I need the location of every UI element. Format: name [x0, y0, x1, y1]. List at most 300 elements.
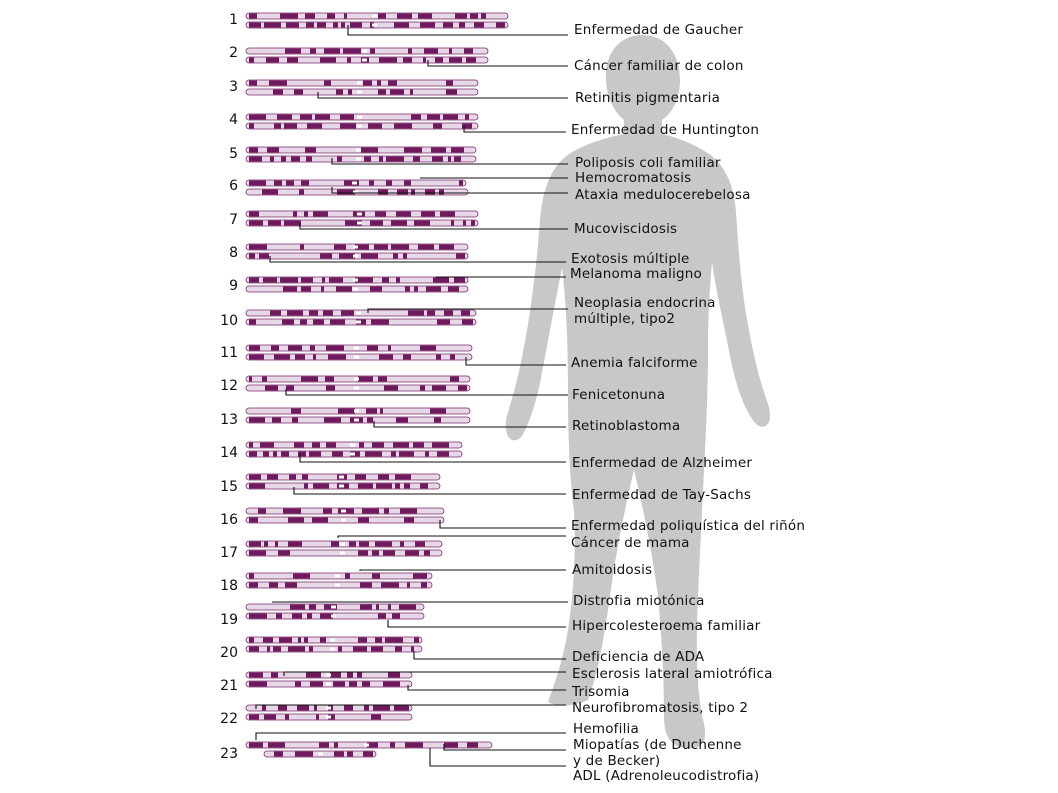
- chromosome-band: [273, 452, 277, 457]
- chromosome-band: [277, 115, 292, 120]
- chromosome-band: [310, 682, 323, 687]
- chromosome-band: [360, 583, 372, 588]
- chromosome-band: [338, 647, 342, 652]
- chromosome-band: [309, 311, 318, 316]
- chromosome-number-4: 4: [229, 112, 238, 128]
- disease-label: Neoplasia endocrina: [574, 295, 716, 311]
- chromosome-band: [249, 583, 258, 588]
- centromere: [357, 91, 362, 94]
- centromere: [354, 378, 359, 381]
- chromosome-band: [458, 386, 467, 391]
- chromosome-band: [249, 221, 263, 226]
- chromosome-band: [249, 212, 259, 217]
- chromosome-band: [309, 452, 321, 457]
- chromosome-band: [290, 605, 305, 610]
- chromosome-band: [259, 254, 269, 259]
- chromosome-band: [418, 14, 432, 19]
- chromosome-band: [388, 346, 391, 351]
- chromosome-band: [371, 715, 381, 720]
- centromere: [339, 485, 344, 488]
- chromosome-band: [451, 148, 464, 153]
- centromere: [354, 419, 359, 422]
- chromosome-band: [365, 452, 382, 457]
- disease-label: Neurofibromatosis, tipo 2: [572, 700, 749, 716]
- chromosome-band: [400, 542, 404, 547]
- chromosome-band: [370, 221, 383, 226]
- disease-label: Enfermedad de Huntington: [571, 122, 760, 138]
- chromosome-band: [249, 346, 260, 351]
- chromosome-band: [407, 583, 410, 588]
- chromosome-band: [249, 647, 259, 652]
- chromosome-band: [285, 715, 289, 720]
- chromosome-band: [295, 752, 313, 757]
- chromosome-band: [320, 638, 326, 643]
- chromosome-band: [372, 551, 379, 556]
- chromosome-band: [341, 311, 354, 316]
- chromosome-band: [347, 673, 353, 678]
- chromosome-band: [358, 484, 373, 489]
- centromere: [326, 674, 331, 677]
- chromosome-band: [270, 311, 281, 316]
- chromosome-band: [358, 518, 369, 523]
- chromosome-band: [375, 638, 382, 643]
- disease-label: Hipercolesteroema familiar: [572, 618, 761, 634]
- chromosome-band: [324, 49, 340, 54]
- chromosome-band: [333, 682, 345, 687]
- chromosome-band: [270, 157, 274, 162]
- leader-line: [464, 126, 566, 132]
- chromosome-band: [283, 509, 301, 514]
- chromosome-number-18: 18: [220, 578, 238, 594]
- chromosome-band: [448, 157, 451, 162]
- disease-label: Enfermedad de Alzheimer: [572, 455, 753, 471]
- chromosome-band: [400, 509, 417, 514]
- chromosome-band: [306, 157, 312, 162]
- chromosome-band: [288, 542, 302, 547]
- chromosome-band: [378, 14, 386, 19]
- chromosome-band: [391, 221, 407, 226]
- chromosome-band: [264, 542, 268, 547]
- chromosome-band: [397, 14, 412, 19]
- chromosome-band: [434, 418, 441, 423]
- chromosome-band: [481, 14, 486, 19]
- centromere: [357, 116, 362, 119]
- chromosome-band: [420, 23, 435, 28]
- chromosome-band: [450, 377, 459, 382]
- chromosome-band: [307, 124, 322, 129]
- chromosome-band: [446, 90, 457, 95]
- chromosome-band: [378, 190, 388, 195]
- chromosome-band: [249, 551, 266, 556]
- chromosome-band: [443, 23, 453, 28]
- chromosome-band: [272, 418, 281, 423]
- chromosome-band: [348, 90, 352, 95]
- chromosome-band: [404, 181, 411, 186]
- chromosome-band: [292, 418, 298, 423]
- disease-label: y de Becker): [573, 753, 661, 769]
- chromosome-band: [313, 320, 324, 325]
- chromosome-band: [390, 743, 395, 748]
- chromosome-band: [305, 14, 315, 19]
- chromosome-band: [368, 124, 382, 129]
- chromosome-band: [373, 706, 390, 711]
- chromosome-band: [390, 90, 404, 95]
- chromosome-band: [325, 377, 334, 382]
- centromere: [341, 519, 346, 522]
- chromosome-band: [263, 278, 277, 283]
- centromere: [341, 510, 346, 513]
- chromosome-band: [249, 14, 257, 19]
- chromosome-band: [375, 212, 386, 217]
- chromosome-band: [309, 605, 316, 610]
- chromosome-band: [281, 452, 289, 457]
- chromosome-band: [385, 638, 403, 643]
- centromere: [318, 753, 323, 756]
- chromosome-band: [349, 682, 357, 687]
- chromosome-band: [461, 311, 470, 316]
- disease-label: Poliposis coli familiar: [575, 155, 721, 171]
- chromosome-band: [420, 484, 428, 489]
- chromosome-band: [278, 706, 287, 711]
- chromosome-band: [355, 475, 366, 480]
- chromosome-number-7: 7: [229, 212, 238, 228]
- chromosome-band: [305, 148, 316, 153]
- chromosome-band: [470, 14, 478, 19]
- chromosome-band: [364, 157, 371, 162]
- chromosome-band: [263, 638, 273, 643]
- chromosome-band: [249, 682, 267, 687]
- chromosome-band: [394, 124, 412, 129]
- chromosome-band: [414, 287, 418, 292]
- chromosome-band: [436, 355, 441, 360]
- chromosome-band: [427, 115, 440, 120]
- chromosome-band: [396, 418, 408, 423]
- chromosome-band: [260, 443, 274, 448]
- chromosome-band: [376, 484, 392, 489]
- centromere: [357, 82, 362, 85]
- chromosome-band: [300, 245, 304, 250]
- chromosome-band: [378, 90, 386, 95]
- chromosome-band: [334, 743, 338, 748]
- chromosome-band: [326, 443, 336, 448]
- chromosome-band: [392, 614, 400, 619]
- chromosome-band: [249, 743, 263, 748]
- chromosome-band: [404, 518, 414, 523]
- disease-label: Exotosis múltiple: [571, 251, 690, 267]
- centromere: [353, 246, 358, 249]
- chromosome-band: [330, 320, 345, 325]
- chromosome-band: [418, 245, 434, 250]
- chromosome-band: [249, 475, 261, 480]
- chromosome-band: [415, 542, 425, 547]
- chromosome-band: [344, 14, 347, 19]
- centromere: [356, 149, 361, 152]
- centromere: [330, 648, 335, 651]
- chromosome-band: [249, 115, 266, 120]
- chromosome-band: [249, 254, 255, 259]
- chromosome-band: [258, 509, 266, 514]
- chromosome-band: [411, 647, 414, 652]
- centromere: [364, 744, 369, 747]
- centromere: [331, 606, 336, 609]
- chromosome-band: [309, 647, 313, 652]
- disease-label: Cáncer familiar de colon: [574, 58, 744, 74]
- chromosome-band: [278, 551, 290, 556]
- chromosome-band: [379, 157, 383, 162]
- chromosome-band: [324, 418, 341, 423]
- chromosome-band: [313, 212, 328, 217]
- centromere: [354, 387, 359, 390]
- chromosome-band: [408, 49, 412, 54]
- centromere: [350, 453, 355, 456]
- chromosome-band: [289, 475, 296, 480]
- chromosome-band: [386, 157, 404, 162]
- chromosome-number-17: 17: [220, 545, 238, 561]
- chromosome-band: [366, 409, 377, 414]
- chromosome-band: [249, 673, 263, 678]
- chromosome-band: [315, 115, 330, 120]
- chromosome-band: [266, 58, 279, 63]
- chromosome-band: [271, 673, 278, 678]
- disease-label: Amitoidosis: [572, 562, 653, 578]
- chromosome-band: [267, 475, 278, 480]
- centromere: [339, 476, 344, 479]
- leader-line: [360, 570, 566, 571]
- chromosome-band: [449, 58, 462, 63]
- chromosome-band: [384, 509, 389, 514]
- disease-label: Mucoviscidosis: [574, 221, 678, 237]
- chromosome-band: [249, 355, 264, 360]
- chromosome-band: [427, 311, 435, 316]
- leader-line: [466, 357, 566, 365]
- centromere: [350, 444, 355, 447]
- chromosome-number-3: 3: [229, 79, 238, 95]
- chromosome-band: [386, 181, 392, 186]
- chromosome-band: [362, 509, 379, 514]
- chromosome-number-23: 23: [220, 746, 238, 762]
- chromosome-band: [274, 124, 281, 129]
- chromosome-band: [249, 245, 267, 250]
- chromosome-band: [459, 23, 465, 28]
- chromosome-band: [399, 452, 414, 457]
- chromosome-band: [393, 254, 398, 259]
- chromosome-band: [347, 752, 353, 757]
- chromosome-band: [430, 409, 446, 414]
- chromosome-band: [367, 418, 373, 423]
- disease-label: Fenicetonuna: [572, 387, 666, 403]
- chromosome-band: [437, 452, 449, 457]
- chromosome-band: [421, 583, 427, 588]
- chromosome-band: [361, 148, 378, 153]
- centromere: [326, 707, 331, 710]
- chromosome-number-2: 2: [229, 45, 238, 61]
- chromosome-band: [372, 574, 380, 579]
- chromosome-band: [323, 509, 332, 514]
- chromosome-band: [267, 647, 270, 652]
- chromosome-band: [271, 346, 279, 351]
- chromosome-band: [312, 443, 320, 448]
- chromosome-band: [322, 278, 325, 283]
- leader-line: [388, 620, 566, 627]
- chromosome-band: [334, 752, 344, 757]
- chromosome-band: [298, 452, 306, 457]
- chromosome-band: [391, 245, 409, 250]
- chromosome-band: [371, 647, 383, 652]
- chromosome-band: [284, 124, 297, 129]
- chromosome-band: [381, 583, 399, 588]
- leader-line: [256, 733, 566, 740]
- chromosome-band: [249, 443, 253, 448]
- chromosome-band: [330, 673, 341, 678]
- chromosome-band: [343, 49, 361, 54]
- chromosome-band: [249, 452, 257, 457]
- chromosome-band: [274, 355, 290, 360]
- chromosome-band: [431, 148, 446, 153]
- chromosome-band: [310, 346, 315, 351]
- chromosome-band: [459, 181, 463, 186]
- chromosome-band: [367, 346, 378, 351]
- centromere: [326, 716, 331, 719]
- chromosome-number-21: 21: [220, 678, 238, 694]
- chromosome-band: [274, 752, 283, 757]
- chromosome-band: [384, 386, 398, 391]
- chromosome-band: [474, 23, 484, 28]
- chromosome-band: [285, 583, 297, 588]
- chromosome-band: [383, 682, 400, 687]
- chromosome-band: [425, 190, 435, 195]
- chromosome-band: [443, 115, 458, 120]
- centromere: [340, 552, 345, 555]
- chromosome-band: [338, 409, 355, 414]
- chromosome-band: [432, 157, 443, 162]
- centromere: [340, 543, 345, 546]
- chromosome-band: [349, 542, 356, 547]
- chromosome-band: [454, 157, 461, 162]
- chromosome-band: [301, 287, 311, 292]
- chromosome-band: [444, 743, 458, 748]
- chromosome-band: [333, 23, 338, 28]
- chromosome-band: [300, 320, 307, 325]
- chromosome-band: [249, 320, 256, 325]
- chromosome-band: [462, 320, 473, 325]
- chromosome-band: [269, 81, 287, 86]
- centromere: [354, 347, 359, 350]
- chromosome-band: [304, 212, 308, 217]
- chromosome-band: [262, 377, 267, 382]
- chromosome-band: [288, 518, 304, 523]
- chromosome-band: [363, 81, 372, 86]
- centromere: [356, 321, 361, 324]
- chromosome-band: [466, 58, 476, 63]
- chromosome-band: [405, 551, 419, 556]
- chromosome-band: [396, 278, 400, 283]
- centromere: [354, 410, 359, 413]
- chromosome-band: [306, 673, 321, 678]
- chromosome-band: [332, 452, 343, 457]
- chromosome-band: [370, 49, 375, 54]
- chromosome-band: [395, 484, 400, 489]
- chromosome-band: [249, 124, 254, 129]
- chromosome-band: [408, 311, 424, 316]
- disease-label: ADL (Adrenoleucodistrofia): [573, 768, 760, 784]
- centromere: [335, 584, 340, 587]
- chromosome-band: [403, 254, 407, 259]
- chromosome-number-6: 6: [229, 178, 238, 194]
- chromosome-band: [301, 377, 318, 382]
- chromosome-band: [302, 475, 308, 480]
- chromosome-band: [249, 418, 265, 423]
- chromosome-band: [372, 443, 384, 448]
- chromosome-band: [393, 443, 409, 448]
- chromosome-band: [249, 484, 265, 489]
- disease-label: Distrofia miotónica: [573, 593, 705, 609]
- chromosome-band: [437, 320, 450, 325]
- chromosome-band: [375, 542, 392, 547]
- chromosome-band: [301, 181, 309, 186]
- centromere: [335, 575, 340, 578]
- chromosome-band: [336, 287, 352, 292]
- centromere: [372, 24, 377, 27]
- chromosome-band: [467, 743, 478, 748]
- chromosome-band: [304, 484, 308, 489]
- chromosome-band: [313, 355, 316, 360]
- chromosome-band: [328, 355, 346, 360]
- chromosome-band: [426, 287, 441, 292]
- chromosome-number-19: 19: [220, 612, 238, 628]
- chromosome-band: [268, 743, 285, 748]
- chromosome-band: [283, 287, 297, 292]
- chromosome-band: [357, 673, 362, 678]
- chromosome-band: [414, 638, 419, 643]
- chromosome-band: [379, 355, 393, 360]
- chromosome-band: [465, 115, 469, 120]
- chromosome-band: [286, 181, 294, 186]
- chromosome-band: [323, 311, 333, 316]
- chromosome-band: [394, 706, 409, 711]
- chromosome-band: [359, 443, 364, 448]
- chromosome-band: [362, 682, 370, 687]
- chromosome-band: [249, 574, 254, 579]
- chromosome-band: [382, 278, 389, 283]
- chromosome-band: [249, 23, 261, 28]
- chromosome-band: [279, 638, 292, 643]
- chromosome-band: [321, 287, 324, 292]
- chromosome-band: [391, 452, 396, 457]
- chromosome-band: [380, 409, 383, 414]
- chromosome-band: [337, 157, 342, 162]
- chromosome-band: [369, 181, 374, 186]
- chromosome-band: [306, 23, 314, 28]
- chromosome-band: [264, 715, 276, 720]
- chromosome-band: [249, 58, 254, 63]
- chromosome-band: [337, 190, 355, 195]
- chromosome-band: [410, 90, 413, 95]
- chromosome-band: [284, 221, 301, 226]
- chromosome-number-5: 5: [229, 146, 238, 162]
- chromosome-band: [363, 752, 373, 757]
- chromosome-band: [433, 124, 442, 129]
- chromosome-band: [249, 181, 266, 186]
- chromosome-band: [440, 212, 455, 217]
- chromosome-band: [378, 377, 387, 382]
- chromosome-band: [432, 443, 449, 448]
- centromere: [362, 50, 367, 53]
- chromosome-band: [275, 542, 278, 547]
- centromere: [357, 125, 362, 128]
- disease-label: Retinoblastoma: [572, 418, 681, 434]
- centromere: [357, 213, 362, 216]
- chromosome-band: [297, 706, 309, 711]
